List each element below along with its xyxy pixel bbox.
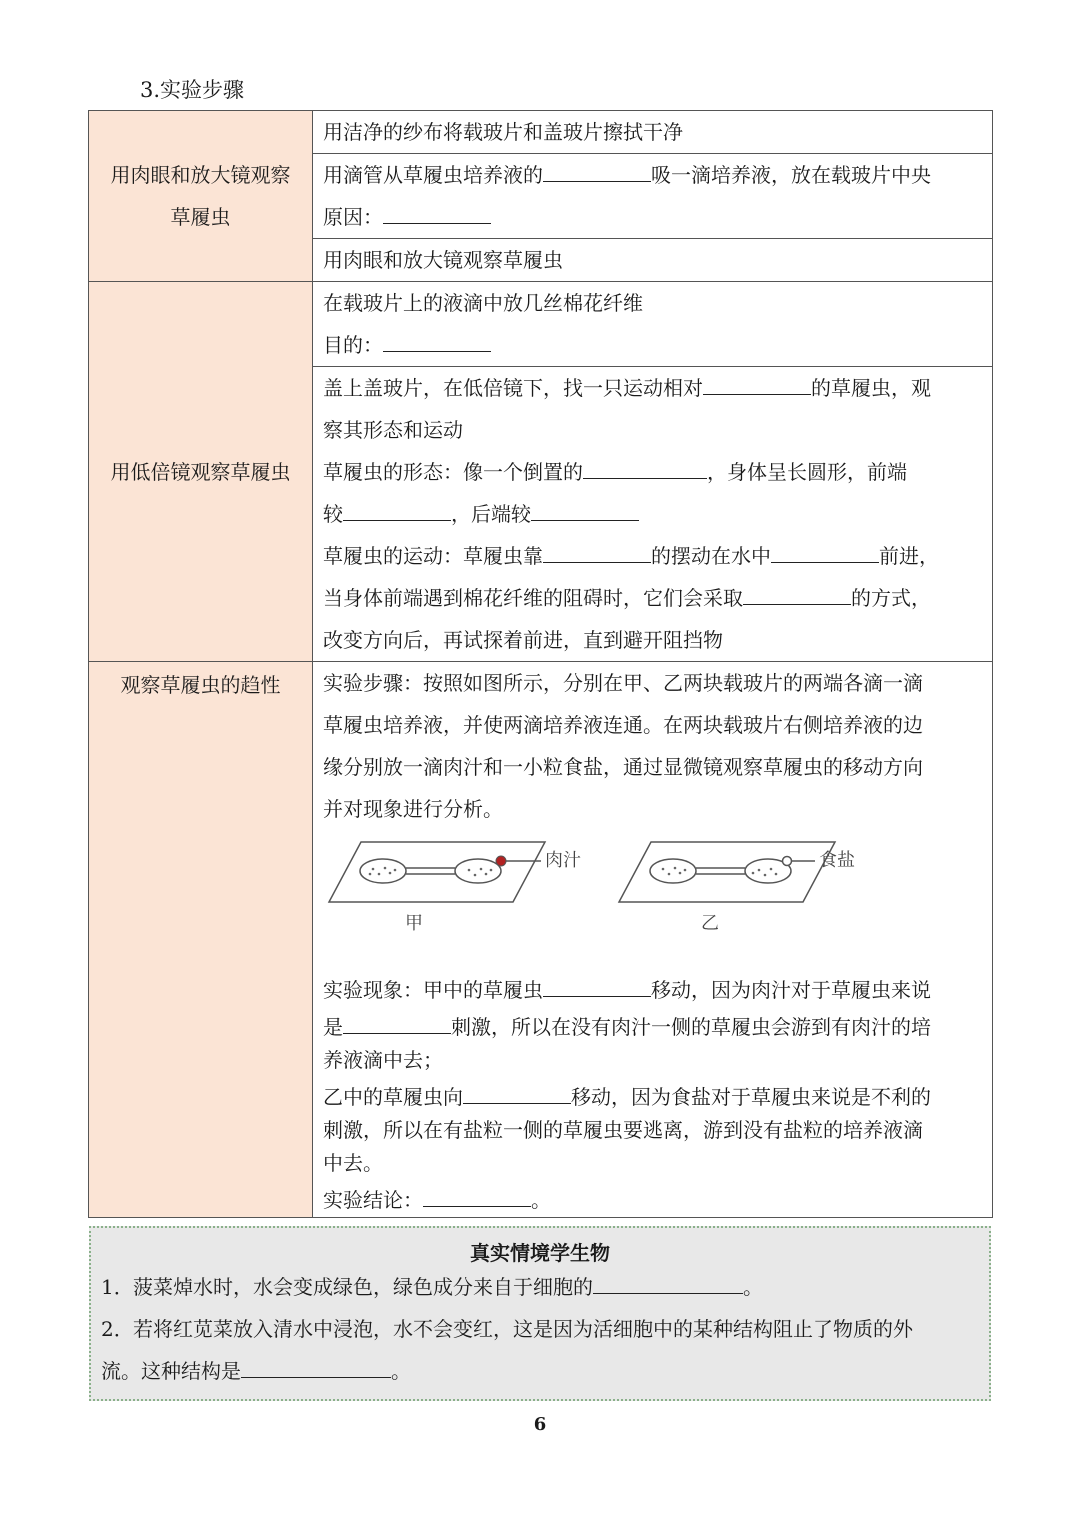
fill-blank[interactable] <box>543 970 651 997</box>
step-text: 并对现象进行分析。 <box>323 797 503 821</box>
experiment-steps-table <box>88 110 993 1218</box>
page-number: 6 <box>533 1414 547 1435</box>
step-text: 草履虫培养液，并使两滴培养液连通。在两块载玻片右侧培养液的边 <box>323 713 923 737</box>
meat-juice-drop-icon <box>496 856 506 866</box>
step-text: 察其形态和运动 <box>323 418 463 442</box>
step-text: 缘分别放一滴肉汁和一小粒食盐，通过显微镜观察草履虫的移动方向 <box>323 755 923 779</box>
step-text: 刺激，所以在有盐粒一侧的草履虫要逃离，游到没有盐粒的培养液滴 <box>323 1118 923 1142</box>
step-text: ，后端较 <box>451 502 531 526</box>
step-text: 实验步骤：按照如图所示，分别在甲、乙两块载玻片的两端各滴一滴 <box>323 671 923 695</box>
question-number: 1． <box>101 1275 134 1299</box>
step-observe-naked-eye <box>313 239 993 282</box>
step-text: 是 <box>323 1015 343 1039</box>
question-text: 。 <box>391 1359 411 1383</box>
stage-label-text: 观察草履虫的趋性 <box>120 673 281 697</box>
step-clean-slide <box>313 111 993 154</box>
fill-blank[interactable] <box>383 325 491 352</box>
step-text: 用滴管从草履虫培养液的 <box>323 163 543 187</box>
meat-juice-label: 肉汁 <box>545 850 581 871</box>
step-text: 养液滴中去； <box>323 1048 443 1072</box>
culture-drop-left <box>360 859 406 883</box>
step-text: 实验现象：甲中的草履虫 <box>323 978 543 1002</box>
step-low-power-observe <box>313 367 993 662</box>
step-text: 较 <box>323 502 343 526</box>
question-2-continued <box>91 1350 989 1392</box>
step-text: 乙中的草履虫向 <box>323 1085 463 1109</box>
step-text: 中去。 <box>323 1151 383 1175</box>
stage-label-text: 用低倍镜观察草履虫 <box>110 459 291 484</box>
question-text: 菠菜焯水时，水会变成绿色，绿色成分来自于细胞的 <box>133 1275 593 1299</box>
fill-blank[interactable] <box>241 1351 391 1378</box>
slide-jia-figure <box>329 842 545 902</box>
step-text: 实验结论： <box>323 1188 423 1212</box>
stage-label-taxis <box>89 662 313 1218</box>
step-text: 的方式， <box>851 586 931 610</box>
box-title: 真实情境学生物 <box>470 1241 610 1265</box>
fill-blank[interactable] <box>343 494 451 521</box>
step-text: 用肉眼和放大镜观察草履虫 <box>323 248 563 272</box>
slide-diagram <box>323 830 982 970</box>
step-text: 盖上盖玻片，在低倍镜下，找一只运动相对 <box>323 376 703 400</box>
fill-blank[interactable] <box>543 155 651 182</box>
step-text: 移动，因为肉汁对于草履虫来说 <box>651 978 931 1002</box>
slide-yi-figure <box>619 842 835 902</box>
fill-blank[interactable] <box>543 536 651 563</box>
fill-blank[interactable] <box>531 494 639 521</box>
fill-blank[interactable] <box>583 452 707 479</box>
stage-label-low-power <box>89 282 313 662</box>
step-text: 移动，因为食盐对于草履虫来说是不利的 <box>571 1085 931 1109</box>
stage-label-naked-eye <box>89 111 313 282</box>
step-text: 改变方向后，再试探着前进，直到避开阻挡物 <box>323 628 723 652</box>
salt-label: 食盐 <box>819 850 855 871</box>
question-1 <box>91 1266 989 1308</box>
fill-blank[interactable] <box>423 1180 531 1207</box>
slide-diagram-svg <box>323 830 983 970</box>
step-text: 吸一滴培养液，放在载玻片中央 <box>651 163 931 187</box>
step-text: 原因： <box>323 205 383 229</box>
slide-yi-caption: 乙 <box>701 913 719 934</box>
step-text: 在载玻片上的液滴中放几丝棉花纤维 <box>323 291 643 315</box>
glass-slide-yi <box>619 842 835 902</box>
step-text: 。 <box>531 1188 551 1212</box>
section-title: 3.实验步骤 <box>140 78 245 102</box>
culture-drop-left <box>650 859 696 883</box>
question-text: 流。这种结构是 <box>101 1359 241 1383</box>
step-text: 草履虫的运动：草履虫靠 <box>323 544 543 568</box>
fill-blank[interactable] <box>703 368 811 395</box>
question-number: 2． <box>101 1317 134 1341</box>
question-2 <box>91 1308 989 1350</box>
step-text: 的草履虫，观 <box>811 376 931 400</box>
step-text: ，身体呈长圆形，前端 <box>707 460 907 484</box>
step-text: 的摆动在水中 <box>651 544 771 568</box>
glass-slide-jia <box>329 842 545 902</box>
fill-blank[interactable] <box>743 578 851 605</box>
step-drop-culture <box>313 154 993 239</box>
real-context-box <box>89 1226 991 1401</box>
fill-blank[interactable] <box>593 1267 743 1294</box>
fill-blank[interactable] <box>463 1077 571 1104</box>
step-taxis-experiment <box>313 662 993 1218</box>
fill-blank[interactable] <box>771 536 879 563</box>
step-text: 当身体前端遇到棉花纤维的阻碍时，它们会采取 <box>323 586 743 610</box>
question-text: 。 <box>743 1275 763 1299</box>
salt-grain-icon <box>783 857 792 866</box>
step-text: 目的： <box>323 333 383 357</box>
step-cotton-fibers <box>313 282 993 367</box>
step-text: 刺激，所以在没有肉汁一侧的草履虫会游到有肉汁的培 <box>451 1015 931 1039</box>
stage-label-line2: 草履虫 <box>170 205 231 229</box>
slide-jia-caption: 甲 <box>405 913 423 934</box>
fill-blank[interactable] <box>383 197 491 224</box>
step-text: 草履虫的形态：像一个倒置的 <box>323 460 583 484</box>
question-text: 若将红苋菜放入清水中浸泡，水不会变红，这是因为活细胞中的某种结构阻止了物质的外 <box>133 1317 913 1341</box>
step-text: 前进， <box>879 544 939 568</box>
stage-label-line1: 用肉眼和放大镜观察 <box>110 163 291 187</box>
step-text: 用洁净的纱布将载玻片和盖玻片擦拭干净 <box>323 120 683 144</box>
culture-drop-right <box>455 859 501 883</box>
fill-blank[interactable] <box>343 1007 451 1034</box>
